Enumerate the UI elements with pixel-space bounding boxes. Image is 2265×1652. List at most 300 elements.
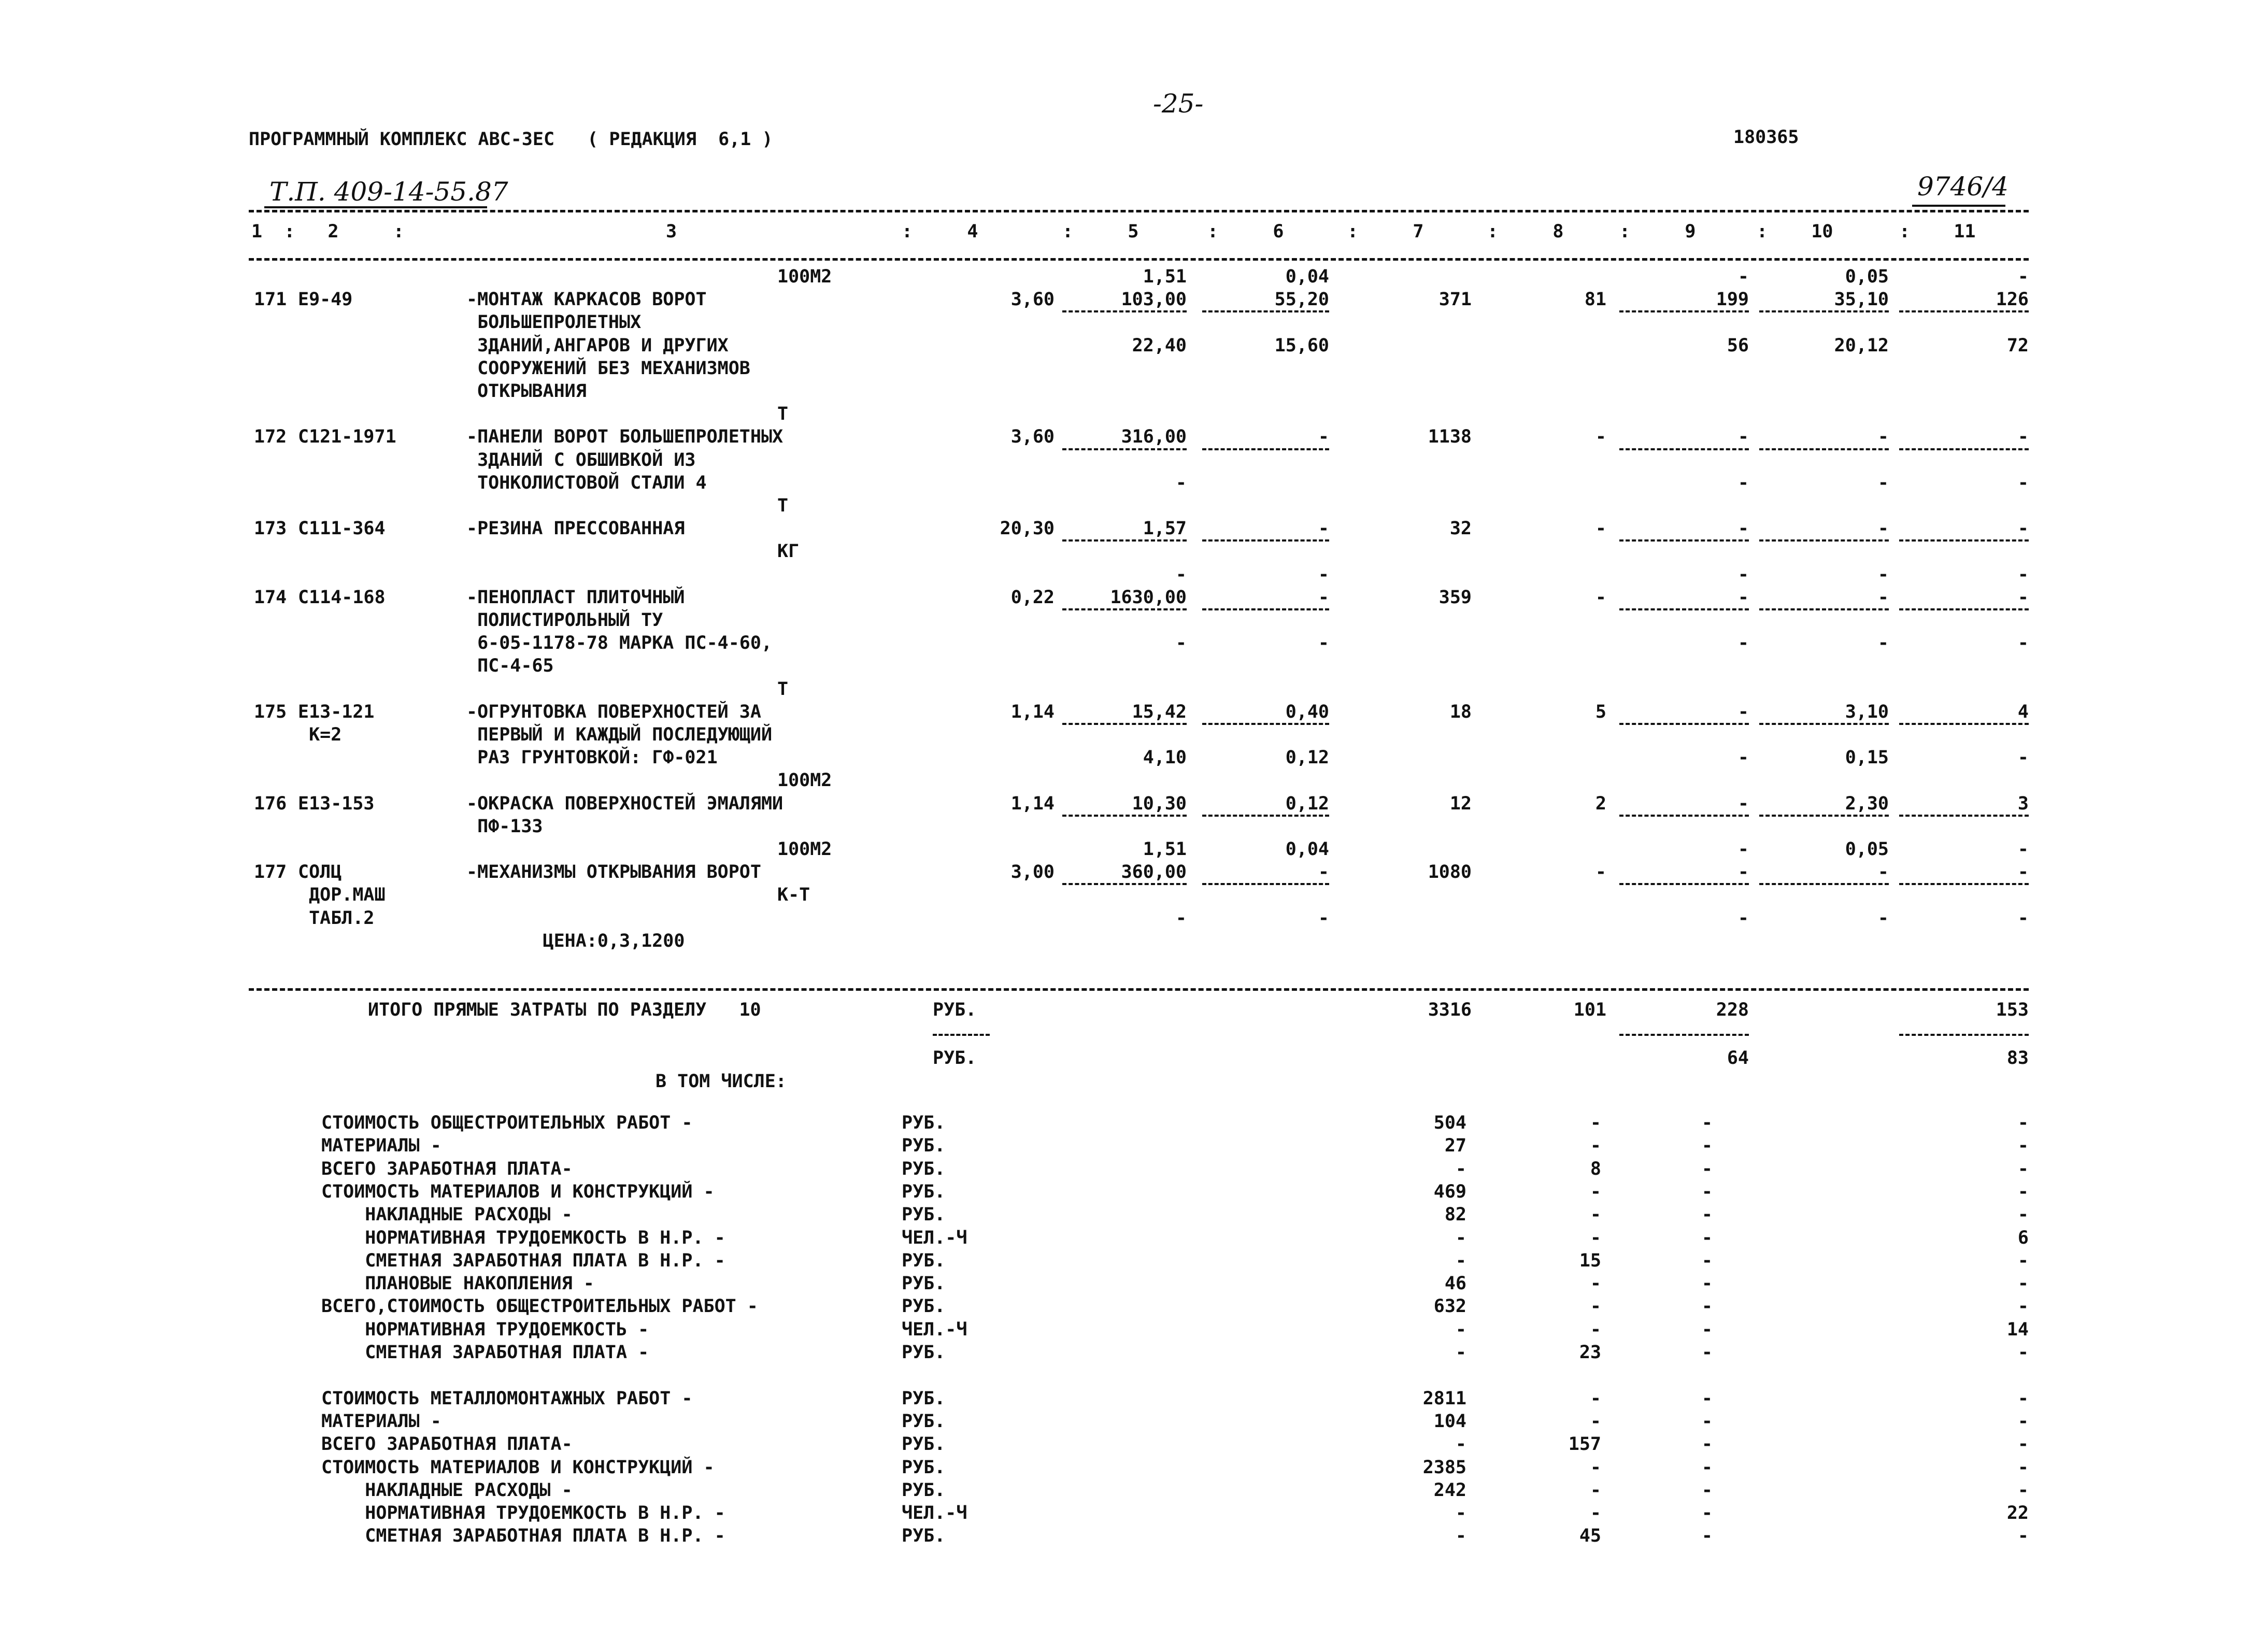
breakdown-col-8: 15 xyxy=(1579,1250,1601,1271)
cell-col-11: 3 xyxy=(2017,793,2029,814)
cell-col-11: 126 xyxy=(1996,289,2029,310)
breakdown-unit: РУБ. xyxy=(902,1113,946,1133)
cell-col-11: - xyxy=(2017,564,2029,585)
cell-col-11: - xyxy=(2017,518,2029,539)
breakdown-unit: РУБ. xyxy=(902,1480,946,1501)
cell-col-5: 360,00 xyxy=(1121,862,1187,882)
cell-col-6: 0,40 xyxy=(1285,702,1329,722)
separator-col-10 xyxy=(1759,815,1889,817)
breakdown-unit: РУБ. xyxy=(902,1250,946,1271)
row-description: ЦЕНА:0,3,1200 xyxy=(466,931,685,951)
cell-col-4: 1,14 xyxy=(1010,702,1055,722)
row-code: Е9-49 xyxy=(298,289,353,310)
cell-col-5: 103,00 xyxy=(1121,289,1187,310)
cell-col-6: 55,20 xyxy=(1274,289,1329,310)
breakdown-col-8: - xyxy=(1590,1228,1601,1248)
cell-col-11: - xyxy=(2017,747,2029,768)
breakdown-col-8: - xyxy=(1590,1273,1601,1294)
separator-col-11 xyxy=(1899,539,2029,542)
breakdown-col-9: - xyxy=(1701,1434,1713,1455)
totals-unit: РУБ. xyxy=(933,1000,977,1020)
breakdown-label: СТОИМОСТЬ ОБЩЕСТРОИТЕЛЬНЫХ РАБОТ - xyxy=(321,1113,693,1133)
row-description: ПФ-133 xyxy=(466,816,543,837)
cell-col-9: - xyxy=(1737,839,1749,860)
row-description: -ОГРУНТОВКА ПОВЕРХНОСТЕЙ ЗА xyxy=(466,702,761,722)
row-description: ЗДАНИЙ,АНГАРОВ И ДРУГИХ xyxy=(466,335,729,356)
column-header-5: : 5 xyxy=(1062,221,1139,242)
column-header-4: : 4 xyxy=(902,221,978,242)
breakdown-col-8: 157 xyxy=(1568,1434,1601,1455)
cell-col-9: - xyxy=(1737,862,1749,882)
cell-col-7: 12 xyxy=(1449,793,1472,814)
cell-col-8: - xyxy=(1595,862,1606,882)
breakdown-col-11: - xyxy=(2017,1135,2029,1156)
cell-col-6: - xyxy=(1318,633,1329,653)
row-number: 174 xyxy=(254,587,287,608)
cell-col-5: 316,00 xyxy=(1121,426,1187,447)
cell-col-7: 1138 xyxy=(1428,426,1472,447)
separator-col-10 xyxy=(1759,448,1889,450)
breakdown-label: НОРМАТИВНАЯ ТРУДОЕМКОСТЬ - xyxy=(321,1319,649,1340)
cell-col-8: 5 xyxy=(1595,702,1606,722)
breakdown-col-7: - xyxy=(1455,1503,1466,1523)
breakdown-col-7: 82 xyxy=(1444,1204,1466,1225)
breakdown-label: МАТЕРИАЛЫ - xyxy=(321,1135,441,1156)
breakdown-col-9: - xyxy=(1701,1296,1713,1317)
breakdown-col-11: 14 xyxy=(2006,1319,2029,1340)
sheet-number: 9746/4 xyxy=(1917,172,2008,202)
cell-col-11: - xyxy=(2017,587,2029,608)
breakdown-unit: РУБ. xyxy=(902,1526,946,1546)
breakdown-col-8: - xyxy=(1590,1388,1601,1409)
totals-col-11: 153 xyxy=(1996,1000,2029,1020)
cell-col-7: 1080 xyxy=(1428,862,1472,882)
breakdown-unit: РУБ. xyxy=(902,1434,946,1455)
cell-col-9: - xyxy=(1737,518,1749,539)
row-description: -ОКРАСКА ПОВЕРХНОСТЕЙ ЭМАЛЯМИ xyxy=(466,793,784,814)
totals-col-7: 3316 xyxy=(1428,1000,1472,1020)
row-unit: К-Т xyxy=(777,885,810,905)
breakdown-col-9: - xyxy=(1701,1411,1713,1432)
separator-col-5 xyxy=(1062,539,1187,542)
cell-col-4: 1,14 xyxy=(1010,793,1055,814)
breakdown-col-9: - xyxy=(1701,1503,1713,1523)
cell-col-11: 4 xyxy=(2017,702,2029,722)
separator-col-5 xyxy=(1062,448,1187,450)
breakdown-label: ПЛАНОВЫЕ НАКОПЛЕНИЯ - xyxy=(321,1273,594,1294)
breakdown-col-9: - xyxy=(1701,1113,1713,1133)
separator-col-9 xyxy=(1619,883,1749,885)
column-header-6: : 6 xyxy=(1207,221,1284,242)
totals-unit-separator xyxy=(933,1034,990,1036)
breakdown-col-7: 27 xyxy=(1444,1135,1466,1156)
row-unit: Т xyxy=(777,679,789,700)
breakdown-unit: ЧЕЛ.-Ч xyxy=(902,1503,967,1523)
cell-col-4: 3,00 xyxy=(1010,862,1055,882)
cell-col-9: - xyxy=(1737,426,1749,447)
cell-col-5: 10,30 xyxy=(1132,793,1187,814)
breakdown-label: СТОИМОСТЬ МАТЕРИАЛОВ И КОНСТРУКЦИЙ - xyxy=(321,1457,715,1478)
row-description: СООРУЖЕНИЙ БЕЗ МЕХАНИЗМОВ xyxy=(466,358,750,379)
breakdown-col-8: - xyxy=(1590,1296,1601,1317)
cell-col-4: 0,22 xyxy=(1010,587,1055,608)
separator-col-11 xyxy=(1899,723,2029,725)
breakdown-col-11: - xyxy=(2017,1526,2029,1546)
cell-col-5: 1,51 xyxy=(1143,839,1187,860)
breakdown-col-8: 23 xyxy=(1579,1342,1601,1363)
breakdown-col-9: - xyxy=(1701,1319,1713,1340)
breakdown-col-9: - xyxy=(1701,1181,1713,1202)
separator-col-6 xyxy=(1202,608,1329,610)
breakdown-col-11: - xyxy=(2017,1411,2029,1432)
separator-col-10 xyxy=(1759,310,1889,312)
separator-col-11 xyxy=(1899,448,2029,450)
column-header-1-2: 1 : 2 : xyxy=(251,221,405,242)
breakdown-col-7: 2811 xyxy=(1422,1388,1466,1409)
cell-col-9: - xyxy=(1737,747,1749,768)
document-code: 180365 xyxy=(1733,127,1799,148)
project-number: Т.П. 409-14-55.87 xyxy=(269,177,508,207)
cell-col-11: 72 xyxy=(2006,335,2029,356)
cell-col-10: - xyxy=(1877,862,1889,882)
separator-col-11 xyxy=(1899,883,2029,885)
cell-col-9: - xyxy=(1737,702,1749,722)
row-unit: 100М2 xyxy=(777,266,832,287)
cell-col-5: - xyxy=(1175,473,1187,493)
cell-col-9: - xyxy=(1737,587,1749,608)
breakdown-col-8: - xyxy=(1590,1113,1601,1133)
cell-col-4: 20,30 xyxy=(1000,518,1055,539)
cell-col-6: - xyxy=(1318,862,1329,882)
cell-col-5: 1,57 xyxy=(1143,518,1187,539)
breakdown-col-7: - xyxy=(1455,1526,1466,1546)
row-unit: Т xyxy=(777,404,789,424)
cell-col-10: - xyxy=(1877,564,1889,585)
row-description: -РЕЗИНА ПРЕССОВАННАЯ xyxy=(466,518,685,539)
cell-col-11: - xyxy=(2017,266,2029,287)
breakdown-col-11: - xyxy=(2017,1434,2029,1455)
breakdown-unit: РУБ. xyxy=(902,1296,946,1317)
cell-col-9: - xyxy=(1737,633,1749,653)
breakdown-col-9: - xyxy=(1701,1457,1713,1478)
row-description: ЗДАНИЙ С ОБШИВКОЙ ИЗ xyxy=(466,450,696,471)
breakdown-col-9: - xyxy=(1701,1228,1713,1248)
cell-col-6: - xyxy=(1318,587,1329,608)
cell-col-5: 15,42 xyxy=(1132,702,1187,722)
breakdown-col-11: - xyxy=(2017,1296,2029,1317)
cell-col-8: 2 xyxy=(1595,793,1606,814)
breakdown-label: СТОИМОСТЬ МЕТАЛЛОМОНТАЖНЫХ РАБОТ - xyxy=(321,1388,693,1409)
breakdown-col-11: - xyxy=(2017,1457,2029,1478)
cell-col-11: - xyxy=(2017,839,2029,860)
breakdown-col-9: - xyxy=(1701,1250,1713,1271)
sheet-underline xyxy=(1912,205,2005,207)
row-description: -МЕХАНИЗМЫ ОТКРЫВАНИЯ ВОРОТ xyxy=(466,862,761,882)
row-unit: 100М2 xyxy=(777,839,832,860)
column-header-3: 3 xyxy=(666,221,677,242)
separator-col-9 xyxy=(1619,723,1749,725)
separator-col-6 xyxy=(1202,310,1329,312)
cell-col-6: 0,04 xyxy=(1285,266,1329,287)
cell-col-5: 1,51 xyxy=(1143,266,1187,287)
including-label: В ТОМ ЧИСЛЕ: xyxy=(656,1071,787,1092)
cell-col-5: - xyxy=(1175,564,1187,585)
row-description: -ПЕНОПЛАСТ ПЛИТОЧНЫЙ xyxy=(466,587,685,608)
cell-col-11: - xyxy=(2017,426,2029,447)
breakdown-col-9: - xyxy=(1701,1135,1713,1156)
breakdown-col-7: - xyxy=(1455,1434,1466,1455)
row-number: 172 xyxy=(254,426,287,447)
cell-col-10: - xyxy=(1877,633,1889,653)
breakdown-col-7: 632 xyxy=(1433,1296,1466,1317)
breakdown-col-7: 469 xyxy=(1433,1181,1466,1202)
cell-col-10: - xyxy=(1877,426,1889,447)
totals-col-9: 228 xyxy=(1716,1000,1749,1020)
row-unit: КГ xyxy=(777,541,800,562)
cell-col-5: 22,40 xyxy=(1132,335,1187,356)
program-title: ПРОГРАММНЫЙ КОМПЛЕКС АВС-3ЕС ( РЕДАКЦИЯ 6,1 ) xyxy=(249,129,773,150)
breakdown-col-11: - xyxy=(2017,1204,2029,1225)
breakdown-unit: ЧЕЛ.-Ч xyxy=(902,1228,967,1248)
row-code: Е13-121 xyxy=(298,702,375,722)
breakdown-col-8: - xyxy=(1590,1411,1601,1432)
row-description: -ПАНЕЛИ ВОРОТ БОЛЬШЕПРОЛЕТНЫХ xyxy=(466,426,784,447)
header-rule-top xyxy=(249,210,2029,212)
breakdown-label: МАТЕРИАЛЫ - xyxy=(321,1411,441,1432)
separator-col-6 xyxy=(1202,883,1329,885)
breakdown-col-7: - xyxy=(1455,1159,1466,1179)
cell-col-4: 3,60 xyxy=(1010,289,1055,310)
breakdown-col-11: - xyxy=(2017,1273,2029,1294)
cell-col-9: - xyxy=(1737,564,1749,585)
cell-col-10: 3,10 xyxy=(1845,702,1889,722)
cell-col-10: 0,05 xyxy=(1845,839,1889,860)
breakdown-col-11: 6 xyxy=(2017,1228,2029,1248)
breakdown-label: НОРМАТИВНАЯ ТРУДОЕМКОСТЬ В Н.Р. - xyxy=(321,1228,725,1248)
row-description: 6-05-1178-78 МАРКА ПС-4-60, xyxy=(466,633,773,653)
breakdown-label: ВСЕГО,СТОИМОСТЬ ОБЩЕСТРОИТЕЛЬНЫХ РАБОТ - xyxy=(321,1296,758,1317)
cell-col-10: - xyxy=(1877,587,1889,608)
breakdown-unit: РУБ. xyxy=(902,1181,946,1202)
cell-col-5: - xyxy=(1175,633,1187,653)
breakdown-unit: РУБ. xyxy=(902,1342,946,1363)
row-description: РАЗ ГРУНТОВКОЙ: ГФ-021 xyxy=(466,747,718,768)
breakdown-col-9: - xyxy=(1701,1526,1713,1546)
breakdown-label: СТОИМОСТЬ МАТЕРИАЛОВ И КОНСТРУКЦИЙ - xyxy=(321,1181,715,1202)
breakdown-unit: РУБ. xyxy=(902,1457,946,1478)
cell-col-10: - xyxy=(1877,473,1889,493)
cell-col-6: - xyxy=(1318,426,1329,447)
separator-col-5 xyxy=(1062,815,1187,817)
row-description: ПС-4-65 xyxy=(466,656,554,676)
breakdown-col-7: 242 xyxy=(1433,1480,1466,1501)
row-unit: Т xyxy=(777,495,789,516)
cell-col-6: 15,60 xyxy=(1274,335,1329,356)
breakdown-col-7: - xyxy=(1455,1342,1466,1363)
cell-col-8: - xyxy=(1595,587,1606,608)
totals-label: ИТОГО ПРЯМЫЕ ЗАТРАТЫ ПО РАЗДЕЛУ 10 xyxy=(368,1000,761,1020)
breakdown-col-11: - xyxy=(2017,1480,2029,1501)
row-number: 177 xyxy=(254,862,287,882)
breakdown-col-8: - xyxy=(1590,1204,1601,1225)
breakdown-unit: РУБ. xyxy=(902,1159,946,1179)
separator-col-9 xyxy=(1619,448,1749,450)
cell-col-7: 18 xyxy=(1449,702,1472,722)
breakdown-col-8: - xyxy=(1590,1181,1601,1202)
row-code: СОЛЦ xyxy=(298,862,342,882)
breakdown-col-7: 104 xyxy=(1433,1411,1466,1432)
cell-col-8: 81 xyxy=(1584,289,1606,310)
header-rule-bottom xyxy=(249,258,2029,261)
separator-col-6 xyxy=(1202,448,1329,450)
row-number: 176 xyxy=(254,793,287,814)
cell-col-6: 0,12 xyxy=(1285,747,1329,768)
project-underline xyxy=(264,206,487,208)
breakdown-label: ВСЕГО ЗАРАБОТНАЯ ПЛАТА- xyxy=(321,1434,573,1455)
breakdown-col-11: - xyxy=(2017,1159,2029,1179)
row-code: Е13-153 xyxy=(298,793,375,814)
separator-col-10 xyxy=(1759,883,1889,885)
page-number: -25- xyxy=(1153,89,1204,119)
separator-col-11 xyxy=(1899,608,2029,610)
breakdown-col-9: - xyxy=(1701,1204,1713,1225)
separator-col-9 xyxy=(1619,539,1749,542)
breakdown-unit: РУБ. xyxy=(902,1204,946,1225)
cell-col-7: 371 xyxy=(1438,289,1472,310)
breakdown-col-9: - xyxy=(1701,1273,1713,1294)
breakdown-col-8: 45 xyxy=(1579,1526,1601,1546)
separator-col-10 xyxy=(1759,539,1889,542)
cell-col-10: 0,05 xyxy=(1845,266,1889,287)
breakdown-label: НАКЛАДНЫЕ РАСХОДЫ - xyxy=(321,1480,573,1501)
cell-col-4: 3,60 xyxy=(1010,426,1055,447)
row-description: ПЕРВЫЙ И КАЖДЫЙ ПОСЛЕДУЮЩИЙ xyxy=(466,724,773,745)
separator-col-10 xyxy=(1759,608,1889,610)
breakdown-label: НОРМАТИВНАЯ ТРУДОЕМКОСТЬ В Н.Р. - xyxy=(321,1503,725,1523)
breakdown-col-8: 8 xyxy=(1590,1159,1601,1179)
totals-col-8: 101 xyxy=(1573,1000,1606,1020)
cell-col-9: - xyxy=(1737,266,1749,287)
breakdown-col-8: - xyxy=(1590,1480,1601,1501)
separator-col-6 xyxy=(1202,723,1329,725)
breakdown-unit: ЧЕЛ.-Ч xyxy=(902,1319,967,1340)
row-number: 175 xyxy=(254,702,287,722)
breakdown-col-11: - xyxy=(2017,1181,2029,1202)
breakdown-label: СМЕТНАЯ ЗАРАБОТНАЯ ПЛАТА В Н.Р. - xyxy=(321,1526,725,1546)
cell-col-11: - xyxy=(2017,633,2029,653)
breakdown-unit: РУБ. xyxy=(902,1135,946,1156)
separator-col-10 xyxy=(1759,723,1889,725)
row-unit: 100М2 xyxy=(777,770,832,791)
cell-col-10: 0,15 xyxy=(1845,747,1889,768)
row-number: 173 xyxy=(254,518,287,539)
breakdown-col-9: - xyxy=(1701,1388,1713,1409)
cell-col-9: - xyxy=(1737,793,1749,814)
breakdown-col-8: - xyxy=(1590,1457,1601,1478)
row-code: К=2 xyxy=(298,724,342,745)
cell-col-7: 32 xyxy=(1449,518,1472,539)
cell-col-11: - xyxy=(2017,473,2029,493)
row-description: ТОНКОЛИСТОВОЙ СТАЛИ 4 xyxy=(466,473,707,493)
cell-col-11: - xyxy=(2017,862,2029,882)
column-header-9: : 9 xyxy=(1619,221,1696,242)
cell-col-5: 4,10 xyxy=(1143,747,1187,768)
row-code: С121-1971 xyxy=(298,426,396,447)
breakdown-col-11: - xyxy=(2017,1342,2029,1363)
cell-col-6: - xyxy=(1318,518,1329,539)
cell-col-8: - xyxy=(1595,518,1606,539)
breakdown-col-7: - xyxy=(1455,1250,1466,1271)
column-header-10: : 10 xyxy=(1757,221,1833,242)
cell-col-11: - xyxy=(2017,908,2029,929)
breakdown-col-9: - xyxy=(1701,1342,1713,1363)
totals-col-9-wages: 64 xyxy=(1727,1048,1749,1069)
breakdown-col-11: - xyxy=(2017,1113,2029,1133)
cell-col-6: 0,12 xyxy=(1285,793,1329,814)
breakdown-col-9: - xyxy=(1701,1480,1713,1501)
separator-col-5 xyxy=(1062,723,1187,725)
breakdown-label: СМЕТНАЯ ЗАРАБОТНАЯ ПЛАТА - xyxy=(321,1342,649,1363)
breakdown-unit: РУБ. xyxy=(902,1273,946,1294)
cell-col-5: - xyxy=(1175,908,1187,929)
totals-rule xyxy=(249,988,2029,991)
cell-col-10: 2,30 xyxy=(1845,793,1889,814)
cell-col-9: - xyxy=(1737,473,1749,493)
breakdown-col-8: - xyxy=(1590,1319,1601,1340)
cell-col-10: - xyxy=(1877,908,1889,929)
breakdown-unit: РУБ. xyxy=(902,1388,946,1409)
cell-col-6: 0,04 xyxy=(1285,839,1329,860)
cell-col-7: 359 xyxy=(1438,587,1472,608)
cell-col-6: - xyxy=(1318,564,1329,585)
breakdown-col-11: - xyxy=(2017,1388,2029,1409)
separator-col-11 xyxy=(1899,815,2029,817)
column-header-7: : 7 xyxy=(1347,221,1424,242)
column-header-11: : 11 xyxy=(1899,221,1976,242)
row-code: ТАБЛ.2 xyxy=(298,908,375,929)
totals-unit-2: РУБ. xyxy=(933,1048,977,1069)
breakdown-col-8: - xyxy=(1590,1503,1601,1523)
cell-col-9: 199 xyxy=(1716,289,1749,310)
cell-col-5: 1630,00 xyxy=(1110,587,1187,608)
cell-col-9: 56 xyxy=(1727,335,1749,356)
separator-col-5 xyxy=(1062,310,1187,312)
breakdown-unit: РУБ. xyxy=(902,1411,946,1432)
breakdown-col-7: 2385 xyxy=(1422,1457,1466,1478)
row-description: БОЛЬШЕПРОЛЕТНЫХ xyxy=(466,312,642,333)
row-code: С111-364 xyxy=(298,518,386,539)
separator-col-6 xyxy=(1202,815,1329,817)
separator-col-9 xyxy=(1619,815,1749,817)
row-description: ПОЛИСТИРОЛЬНЫЙ ТУ xyxy=(466,610,663,631)
breakdown-col-9: - xyxy=(1701,1159,1713,1179)
cell-col-10: - xyxy=(1877,518,1889,539)
totals-separator-col-11 xyxy=(1899,1034,2029,1036)
totals-separator-col-9 xyxy=(1619,1034,1749,1036)
breakdown-col-7: 46 xyxy=(1444,1273,1466,1294)
breakdown-label: СМЕТНАЯ ЗАРАБОТНАЯ ПЛАТА В Н.Р. - xyxy=(321,1250,725,1271)
separator-col-9 xyxy=(1619,608,1749,610)
cell-col-10: 20,12 xyxy=(1834,335,1889,356)
row-number: 171 xyxy=(254,289,287,310)
breakdown-col-11: 22 xyxy=(2006,1503,2029,1523)
breakdown-col-8: - xyxy=(1590,1135,1601,1156)
totals-col-11-wages: 83 xyxy=(2006,1048,2029,1069)
cell-col-10: 35,10 xyxy=(1834,289,1889,310)
row-code: С114-168 xyxy=(298,587,386,608)
cell-col-9: - xyxy=(1737,908,1749,929)
cell-col-8: - xyxy=(1595,426,1606,447)
